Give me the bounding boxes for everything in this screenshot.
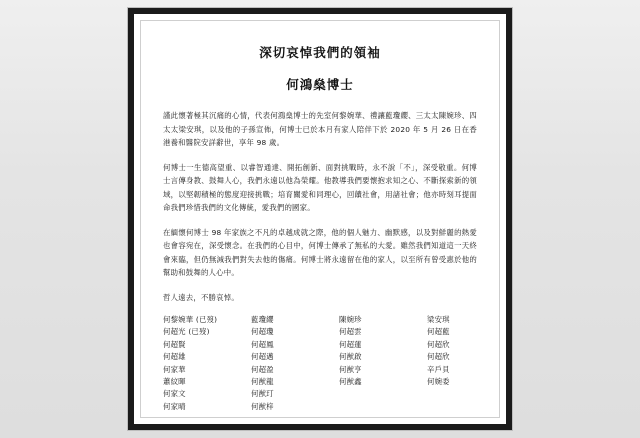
list-item-empty: [339, 401, 427, 413]
list-item-empty: [427, 388, 500, 400]
list-item-empty: [427, 401, 500, 413]
list-item: 何超欣: [427, 339, 450, 349]
deceased-name: 何鴻燊博士: [286, 77, 354, 92]
survivors-list: [163, 314, 477, 413]
list-item: 何猷亨: [339, 364, 362, 374]
list-item: 陳婉珍: [339, 315, 362, 324]
list-item: 何猷鑫: [339, 377, 362, 387]
list-item-empty: [339, 388, 427, 400]
list-item: 何超賢: [163, 339, 186, 349]
list-item: 何猷啟: [339, 352, 362, 362]
page-title: 深切哀悼我們的領袖: [259, 45, 381, 60]
obituary-text: [163, 109, 477, 304]
obituary-notice-frame: [128, 8, 512, 430]
paragraph-3: 在緬懷何博士 98 年家族之不凡的卓越成就之際，他的個人魅力、幽默感，以及對鮮麗的熱愛也會容宛在，深受懷念。在我們的心目中，何博士傳承了無私的大愛。雖然我們知道這一天終會來臨，但仍無減我們對失去他的傷痛。何博士將永遠留在他的家人，以至所有曾受惠於他的幫助和鼓舞的人心中。: [163, 227, 477, 277]
list-item: 何超欣: [427, 352, 450, 362]
list-item: 何猷梓: [251, 401, 274, 411]
list-item: 何超雲: [339, 327, 362, 337]
list-item: 何超藍: [427, 327, 450, 337]
list-item: 何家晴: [163, 401, 186, 411]
list-item: 何超光 (已歿): [163, 327, 210, 337]
list-item: 辛戶貝: [427, 364, 450, 374]
list-item: 何超邁: [251, 352, 274, 362]
list-item: 何黎婉華 (已歿): [163, 315, 218, 324]
list-item: 何婉委: [427, 377, 450, 387]
list-item: 何超雄: [163, 352, 186, 362]
list-item: 藍瓊纓: [251, 315, 274, 324]
list-item: 梁安琪: [427, 315, 450, 324]
paragraph-1: 謹此懷著極其沉痛的心情，代表何鴻燊博士的先室何黎婉華、禮讓藍瓊纓、三太太陳婉珍、四太太梁安琪，以及他的子孫宣佈，何博士已於本月有家人陪伴下於 2020 年 5 月 26 日在香港養和醫院安詳辭世，享年 98 歲。: [163, 111, 477, 147]
list-item: 蕭紋暉: [163, 377, 186, 387]
list-item: 何猷玎: [251, 389, 274, 399]
list-item: 何家文: [163, 389, 186, 399]
list-item: 何猷龍: [251, 377, 274, 387]
obituary-notice-body: [140, 20, 500, 418]
list-item: 何超盈: [251, 364, 274, 374]
list-item: 何超瓊: [251, 327, 274, 337]
closing-line: 哲人遠去，不勝哀悼。: [163, 292, 239, 302]
paragraph-2: 何博士一生德高望重、以睿智通達、開拓創新、面對挑戰時，永不說「不」，深受敬重。何博士言傳身教、鼓舞人心，我們永遠以他為榮耀。他教導我們要懷抱求知之心、不斷探索新的領域，以堅韌積極的態度迎接挑戰；培育關愛和同理心，回饋社會，用諸社會；他亦時刻耳提面命我們珍惜我們的文化傳統，愛我們的國家。: [163, 162, 477, 212]
list-item: 何家華: [163, 364, 186, 374]
list-item: 何超鳳: [251, 339, 274, 349]
list-item: 何超蓮: [339, 339, 362, 349]
